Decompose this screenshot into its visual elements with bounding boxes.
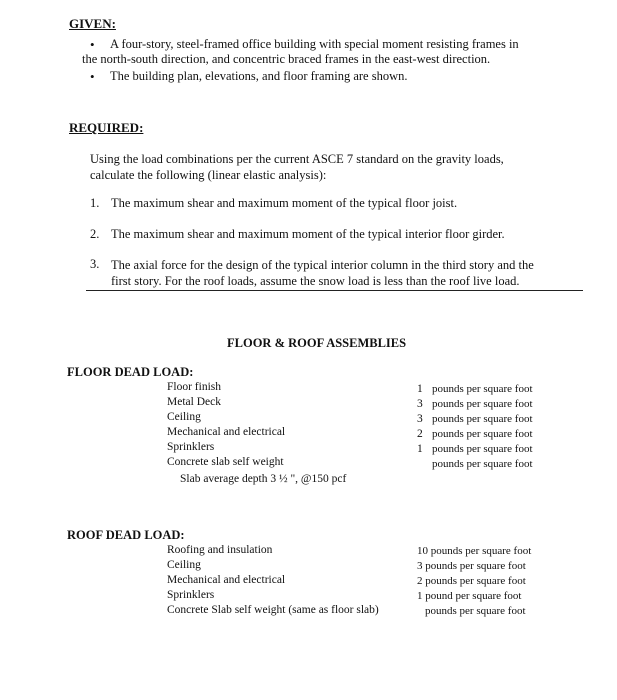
roof-item-label: Ceiling: [167, 559, 201, 571]
required-item-2: The maximum shear and maximum moment of the typical interior floor girder.: [111, 227, 505, 241]
floor-load-labels: [167, 380, 346, 487]
floor-item-label: Floor finish: [167, 381, 221, 393]
floor-item-label: Sprinklers: [167, 441, 215, 453]
required-item-3-line1: The axial force for the design of the typical interior column in the third story and the: [111, 258, 534, 272]
roof-dead-load-heading: ROOF DEAD LOAD:: [67, 528, 185, 542]
roof-load-values: [417, 544, 531, 619]
bullet-dot: •: [90, 69, 95, 84]
floor-item-label: Mechanical and electrical: [167, 426, 286, 438]
floor-item-unit: pounds per square foot: [432, 383, 533, 395]
floor-item-value: 3: [417, 398, 423, 410]
required-item-3-line2: first story. For the roof loads, assume the snow load is less than the roof live load.: [111, 274, 520, 288]
roof-item-value: 10 pounds per square foot: [417, 545, 532, 557]
required-intro-line2: calculate the following (linear elastic analysis):: [90, 168, 327, 182]
assemblies-title: FLOOR & ROOF ASSEMBLIES: [227, 336, 407, 350]
given-bullet-1-line2: the north-south direction, and concentric braced frames in the east-west direction.: [82, 52, 491, 66]
given-bullet-1-line1: A four-story, steel-framed office building with special moment resisting frames in: [110, 37, 519, 51]
roof-item-value: 2 pounds per square foot: [417, 575, 526, 587]
floor-item-unit: pounds per square foot: [432, 458, 533, 470]
divider-line: [86, 290, 583, 291]
required-item-number: 3.: [90, 257, 100, 271]
roof-item-label: Sprinklers: [167, 589, 215, 601]
roof-load-labels: [167, 543, 379, 618]
floor-item-value: [417, 457, 423, 472]
floor-item-value: 1: [417, 443, 423, 455]
floor-item-unit: pounds per square foot: [432, 398, 533, 410]
required-intro: [90, 151, 504, 183]
floor-dead-load-heading: FLOOR DEAD LOAD:: [67, 365, 194, 379]
required-item-1: The maximum shear and maximum moment of the typical floor joist.: [111, 196, 458, 210]
given-bullet-2: The building plan, elevations, and floor framing are shown.: [110, 69, 408, 83]
floor-load-values: [417, 382, 423, 472]
roof-item-label: Mechanical and electrical: [167, 574, 286, 586]
floor-item-value: 3: [417, 413, 423, 425]
required-intro-line1: Using the load combinations per the current ASCE 7 standard on the gravity loads,: [90, 152, 504, 166]
roof-item-label: Concrete Slab self weight (same as floor slab): [167, 604, 379, 616]
required-item-3: [111, 257, 534, 289]
floor-item-unit: pounds per square foot: [432, 428, 533, 440]
floor-item-label: Concrete slab self weight: [167, 456, 284, 468]
floor-item-unit: pounds per square foot: [432, 413, 533, 425]
floor-load-units: [432, 382, 533, 472]
required-item-number: 2.: [90, 227, 100, 241]
floor-item-unit: pounds per square foot: [432, 443, 533, 455]
roof-item-value: 3 pounds per square foot: [417, 560, 526, 572]
floor-item-label: Metal Deck: [167, 396, 221, 408]
floor-item-label: Ceiling: [167, 411, 201, 423]
floor-item-value: 1: [417, 383, 423, 395]
roof-item-value: pounds per square foot: [425, 605, 526, 617]
floor-slab-note: Slab average depth 3 ½ ", @150 pcf: [180, 473, 347, 485]
floor-item-value: 2: [417, 428, 423, 440]
given-bullet-1: [82, 37, 519, 67]
required-heading: REQUIRED:: [69, 120, 144, 135]
roof-item-label: Roofing and insulation: [167, 544, 273, 556]
required-item-number: 1.: [90, 196, 100, 210]
bullet-dot: •: [90, 37, 95, 52]
given-heading: GIVEN:: [69, 16, 116, 31]
roof-item-value: 1 pound per square foot: [417, 590, 522, 602]
